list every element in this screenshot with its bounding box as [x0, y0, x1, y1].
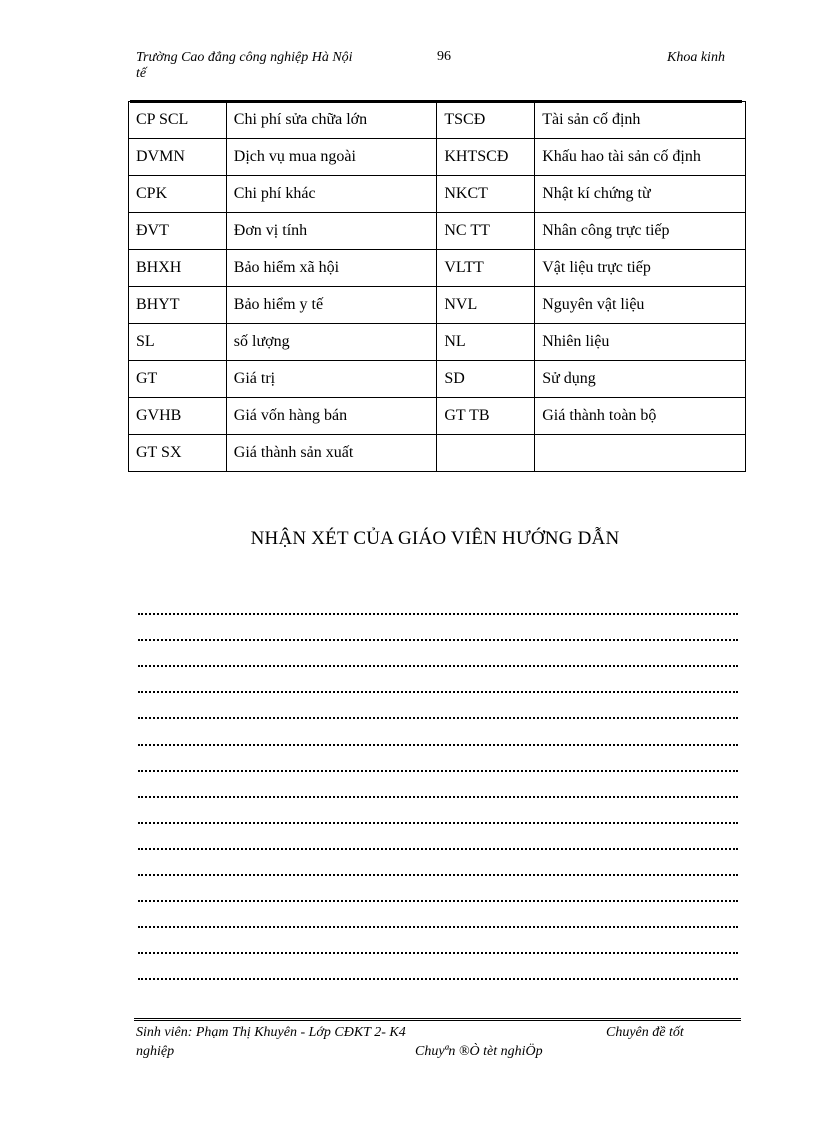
table-row — [129, 435, 746, 472]
abbr-meaning: Vật liệu trực tiếp — [535, 250, 746, 287]
dotted-line — [138, 772, 738, 798]
header-school-wrap: tế — [136, 66, 147, 81]
abbr-meaning — [535, 435, 746, 472]
abbr-meaning: Đơn vị tính — [226, 213, 437, 250]
abbreviation-table — [128, 101, 746, 472]
footer-garbled-text: Chuyªn ®Ò tèt nghiÖp — [415, 1044, 543, 1059]
abbr-code: KHTSCĐ — [437, 139, 535, 176]
abbr-meaning: Giá trị — [226, 361, 437, 398]
abbreviation-table-body — [129, 102, 746, 472]
footer-student: Sinh viên: Phạm Thị Khuyên - Lớp CĐKT 2- K4 — [136, 1025, 406, 1040]
table-row — [129, 250, 746, 287]
dotted-line — [138, 850, 738, 876]
abbr-code: BHXH — [129, 250, 227, 287]
abbr-code: BHYT — [129, 287, 227, 324]
abbr-code: TSCĐ — [437, 102, 535, 139]
dotted-line — [138, 719, 738, 745]
abbr-meaning: Chi phí khác — [226, 176, 437, 213]
abbr-meaning: Chi phí sửa chữa lớn — [226, 102, 437, 139]
header-school — [136, 50, 406, 82]
abbr-code: VLTT — [437, 250, 535, 287]
abbr-meaning: Khấu hao tài sản cố định — [535, 139, 746, 176]
abbr-meaning: Nhiên liệu — [535, 324, 746, 361]
table-row — [129, 287, 746, 324]
abbr-code: CPK — [129, 176, 227, 213]
table-row — [129, 324, 746, 361]
dotted-line — [138, 746, 738, 772]
table-row — [129, 102, 746, 139]
abbr-code: SL — [129, 324, 227, 361]
abbr-code: GT — [129, 361, 227, 398]
header-school-name: Trường Cao đẳng công nghiệp Hà Nội — [136, 50, 353, 65]
table-row — [129, 213, 746, 250]
footer-thesis-wrap: nghiệp — [136, 1044, 175, 1059]
header-faculty: Khoa kinh — [667, 50, 725, 65]
abbr-meaning: Nhật kí chứng từ — [535, 176, 746, 213]
footer-thesis: Chuyên đề tốt — [606, 1025, 684, 1040]
table-row — [129, 361, 746, 398]
dotted-line — [138, 589, 738, 615]
dotted-line — [138, 693, 738, 719]
abbr-code: NL — [437, 324, 535, 361]
comment-lines — [138, 589, 738, 980]
abbr-code: NVL — [437, 287, 535, 324]
abbr-code: GT SX — [129, 435, 227, 472]
dotted-line — [138, 824, 738, 850]
abbr-meaning: Sử dụng — [535, 361, 746, 398]
abbr-code — [437, 435, 535, 472]
comments-title: NHẬN XÉT CỦA GIÁO VIÊN HƯỚNG DẪN — [250, 528, 620, 549]
dotted-line — [138, 667, 738, 693]
dotted-line — [138, 641, 738, 667]
abbr-code: SD — [437, 361, 535, 398]
footer-divider — [134, 1018, 741, 1021]
abbr-code: DVMN — [129, 139, 227, 176]
abbr-meaning: Giá thành toàn bộ — [535, 398, 746, 435]
dotted-line — [138, 902, 738, 928]
abbr-meaning: Nhân công trực tiếp — [535, 213, 746, 250]
abbr-meaning: Bảo hiểm xã hội — [226, 250, 437, 287]
table-row — [129, 139, 746, 176]
abbr-meaning: Bảo hiểm y tế — [226, 287, 437, 324]
abbr-meaning: Giá vốn hàng bán — [226, 398, 437, 435]
abbr-meaning: Dịch vụ mua ngoài — [226, 139, 437, 176]
abbr-meaning: Nguyên vật liệu — [535, 287, 746, 324]
dotted-line — [138, 928, 738, 954]
page-number: 96 — [437, 49, 451, 64]
dotted-line — [138, 798, 738, 824]
abbr-code: GT TB — [437, 398, 535, 435]
table-row — [129, 398, 746, 435]
dotted-line — [138, 615, 738, 641]
abbr-code: CP SCL — [129, 102, 227, 139]
abbr-code: ĐVT — [129, 213, 227, 250]
table-row — [129, 176, 746, 213]
abbr-meaning: Giá thành sản xuất — [226, 435, 437, 472]
dotted-line — [138, 876, 738, 902]
abbr-code: GVHB — [129, 398, 227, 435]
abbr-code: NC TT — [437, 213, 535, 250]
dotted-line — [138, 954, 738, 980]
abbr-meaning: số lượng — [226, 324, 437, 361]
abbr-meaning: Tài sản cố định — [535, 102, 746, 139]
abbr-code: NKCT — [437, 176, 535, 213]
